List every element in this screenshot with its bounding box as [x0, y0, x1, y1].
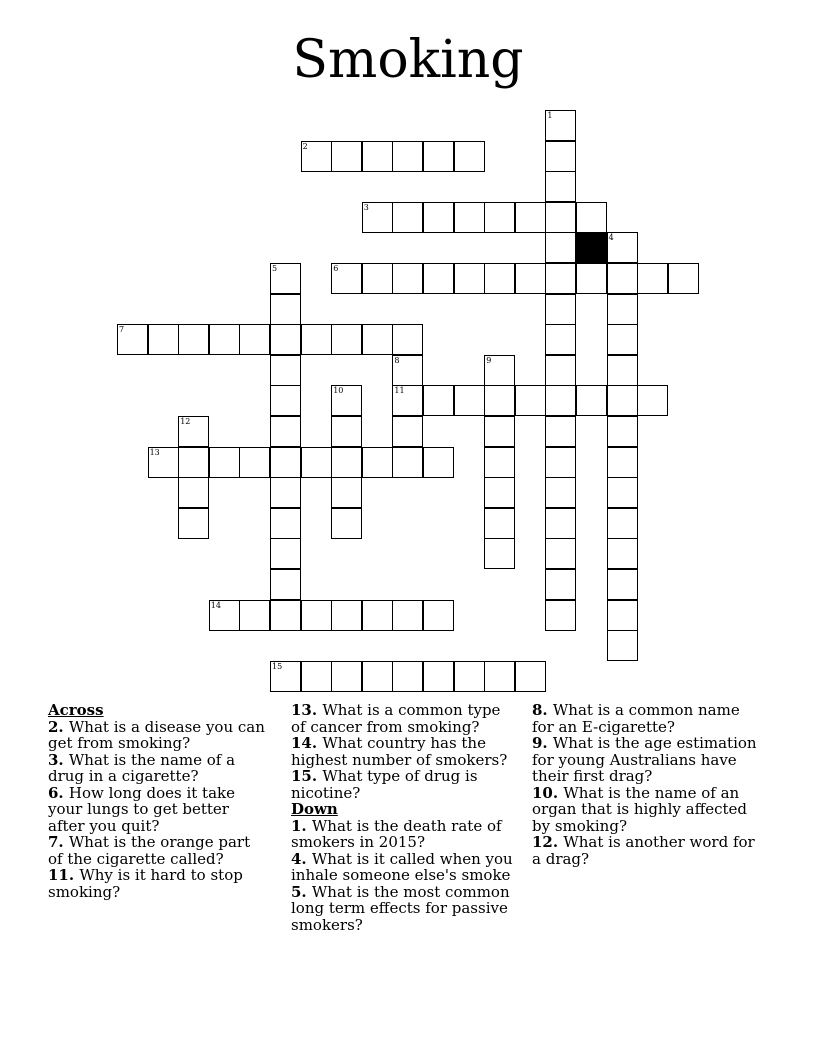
clue-item [291, 768, 516, 801]
clue-text: What is the name of a drug in a cigarette? [48, 750, 236, 785]
grid-cell[interactable] [545, 294, 576, 325]
grid-cell[interactable] [148, 324, 179, 355]
grid-cell[interactable] [331, 447, 362, 478]
clue-item [532, 785, 762, 835]
grid-cell[interactable] [607, 294, 638, 325]
clue-text: What is the age estimation for young Australians have their first drag? [532, 734, 757, 785]
clue-number-label: 12. [532, 833, 564, 851]
grid-cell[interactable] [331, 661, 362, 692]
clue-item [291, 702, 516, 735]
grid-cell[interactable] [607, 538, 638, 569]
grid-cell[interactable] [637, 385, 668, 416]
grid-cell[interactable] [545, 569, 576, 600]
grid-cell[interactable] [423, 600, 454, 631]
grid-cell[interactable] [270, 447, 301, 478]
grid-cell[interactable] [331, 385, 362, 416]
grid-cell[interactable] [239, 324, 270, 355]
grid-cell[interactable] [301, 600, 332, 631]
grid-cell[interactable] [545, 477, 576, 508]
grid-cell[interactable] [484, 538, 515, 569]
clue-number: 13 [149, 447, 160, 457]
grid-cell[interactable] [270, 538, 301, 569]
clue-number: 10 [333, 386, 344, 396]
clue-number: 2 [302, 141, 308, 151]
clue-number: 1 [547, 111, 553, 120]
clue-item [48, 785, 266, 835]
grid-cell[interactable] [331, 477, 362, 508]
clue-number: 11 [394, 386, 405, 396]
clue-number-label: 15. [291, 767, 323, 785]
clue-number: 4 [608, 233, 614, 243]
grid-cell[interactable] [454, 141, 485, 172]
grid-cell[interactable] [331, 416, 362, 447]
grid-cell[interactable] [117, 324, 148, 355]
clue-text: What is the name of an organ that is highly affected by smoking? [532, 783, 748, 835]
clue-number-label: 10. [532, 783, 564, 802]
grid-cell[interactable] [270, 508, 301, 539]
clue-item [291, 851, 516, 884]
grid-cell[interactable] [270, 385, 301, 416]
clue-number-label: 11. [48, 866, 80, 884]
clues-column-2 [291, 702, 516, 933]
grid-cell[interactable] [270, 600, 301, 631]
clues-column-3 [532, 702, 762, 867]
clue-item [532, 834, 762, 867]
page-title: Smoking [292, 30, 524, 90]
clue-number: 12 [180, 417, 191, 426]
clue-text: What is a disease you can get from smoking? [48, 717, 265, 752]
grid-cell[interactable] [545, 202, 576, 233]
grid-cell[interactable] [178, 447, 209, 478]
grid-cell[interactable] [454, 661, 485, 692]
grid-cell[interactable] [423, 385, 454, 416]
grid-cell[interactable] [484, 202, 515, 233]
grid-cell[interactable] [454, 385, 485, 416]
clue-text: What is a common name for an E-cigarette? [532, 701, 740, 736]
clue-text: What is it called when you inhale someone else's smoke [291, 849, 513, 884]
grid-cell[interactable] [178, 508, 209, 539]
grid-cell[interactable] [209, 324, 240, 355]
grid-cell[interactable] [209, 447, 240, 478]
grid-cell[interactable] [515, 202, 546, 233]
across-heading: Across [48, 701, 104, 719]
grid-cell[interactable] [392, 661, 423, 692]
grid-cell[interactable] [484, 385, 515, 416]
grid-cell[interactable] [545, 355, 576, 386]
grid-cell[interactable] [515, 263, 546, 294]
clue-number: 15 [272, 661, 283, 671]
grid-cell[interactable] [178, 324, 209, 355]
grid-cell[interactable] [362, 447, 393, 478]
grid-cell[interactable] [545, 263, 576, 294]
grid-cell[interactable] [545, 232, 576, 263]
grid-cell[interactable] [607, 569, 638, 600]
grid-cell[interactable] [484, 355, 515, 386]
clue-number: 3 [363, 202, 369, 212]
grid-cell[interactable] [270, 477, 301, 508]
grid-cell[interactable] [545, 141, 576, 172]
grid-cell[interactable] [148, 447, 179, 478]
grid-cell[interactable] [515, 661, 546, 692]
grid-cell[interactable] [545, 600, 576, 631]
down-heading: Down [291, 800, 338, 818]
grid-cell[interactable] [270, 416, 301, 447]
grid-cell[interactable] [668, 263, 699, 294]
grid-cell[interactable] [607, 600, 638, 631]
grid-cell[interactable] [545, 416, 576, 447]
grid-cell[interactable] [423, 447, 454, 478]
clue-number-label: 13. [291, 701, 323, 719]
grid-cell[interactable] [545, 447, 576, 478]
clue-number-label: 2. [48, 717, 69, 736]
clues-column-1 [48, 702, 266, 900]
grid-cell[interactable] [362, 263, 393, 294]
grid-cell[interactable] [423, 141, 454, 172]
clue-item [532, 702, 762, 735]
grid-cell[interactable] [362, 141, 393, 172]
grid-cell[interactable] [209, 600, 240, 631]
grid-cell[interactable] [545, 171, 576, 202]
grid-cell[interactable] [515, 385, 546, 416]
grid-cell[interactable] [362, 324, 393, 355]
grid-cell[interactable] [545, 385, 576, 416]
grid-cell[interactable] [545, 324, 576, 355]
clue-number-label: 5. [291, 882, 312, 901]
clue-number-label: 4. [291, 849, 312, 868]
grid-cell[interactable] [392, 447, 423, 478]
grid-cell[interactable] [331, 600, 362, 631]
clue-text: What is the most common long term effects for passive smokers? [291, 882, 510, 934]
grid-cell[interactable] [392, 324, 423, 355]
grid-cell[interactable] [637, 263, 668, 294]
clue-number: 8 [394, 355, 400, 365]
clue-item [48, 867, 266, 900]
grid-cell[interactable] [301, 447, 332, 478]
grid-cell[interactable] [576, 263, 607, 294]
grid-cell[interactable] [423, 202, 454, 233]
grid-cell[interactable] [484, 477, 515, 508]
grid-cell[interactable] [392, 600, 423, 631]
clue-text: What is another word for a drag? [532, 833, 755, 868]
grid-cell[interactable] [392, 416, 423, 447]
grid-cell[interactable] [607, 324, 638, 355]
black-cell [576, 232, 607, 263]
grid-cell[interactable] [454, 263, 485, 294]
grid-cell[interactable] [423, 661, 454, 692]
clue-item [532, 735, 762, 785]
grid-cell[interactable] [576, 202, 607, 233]
clue-text: What is the orange part of the cigarette called? [48, 833, 251, 868]
grid-cell[interactable] [484, 661, 515, 692]
clue-text: What country has the highest number of smokers? [291, 734, 508, 769]
clue-number-label: 1. [291, 816, 312, 835]
grid-cell[interactable] [607, 416, 638, 447]
clue-item [291, 735, 516, 768]
clue-number-label: 14. [291, 734, 323, 752]
clue-number-label: 8. [532, 701, 553, 719]
grid-cell[interactable] [392, 202, 423, 233]
grid-cell[interactable] [607, 232, 638, 263]
clue-number-label: 7. [48, 833, 69, 851]
clue-text: What is the death rate of smokers in 2015? [291, 816, 502, 851]
grid-cell[interactable] [331, 324, 362, 355]
grid-cell[interactable] [178, 416, 209, 447]
clue-number: 5 [272, 264, 278, 273]
grid-cell[interactable] [392, 385, 423, 416]
clue-text: What type of drug is nicotine? [291, 767, 478, 802]
clue-number: 7 [119, 325, 125, 335]
clue-number-label: 3. [48, 750, 69, 769]
grid-cell[interactable] [484, 447, 515, 478]
grid-cell[interactable] [576, 385, 607, 416]
grid-cell[interactable] [484, 416, 515, 447]
grid-cell[interactable] [607, 447, 638, 478]
grid-cell[interactable] [270, 661, 301, 692]
grid-cell[interactable] [545, 508, 576, 539]
grid-cell[interactable] [301, 141, 332, 172]
clue-number-label: 9. [532, 734, 553, 752]
clue-item [291, 818, 516, 851]
grid-cell[interactable] [239, 600, 270, 631]
clue-item [48, 834, 266, 867]
clue-number: 14 [210, 600, 221, 610]
grid-cell[interactable] [270, 263, 301, 294]
grid-cell[interactable] [484, 263, 515, 294]
grid-cell[interactable] [607, 477, 638, 508]
clue-text: What is a common type of cancer from smoking? [291, 701, 501, 736]
grid-cell[interactable] [301, 324, 332, 355]
grid-cell[interactable] [545, 110, 576, 141]
grid-cell[interactable] [270, 324, 301, 355]
grid-cell[interactable] [270, 569, 301, 600]
clue-number: 9 [486, 355, 492, 365]
grid-cell[interactable] [392, 355, 423, 386]
grid-cell[interactable] [392, 263, 423, 294]
grid-cell[interactable] [362, 600, 393, 631]
grid-cell[interactable] [607, 355, 638, 386]
clue-number-label: 6. [48, 783, 69, 802]
clue-item [291, 884, 516, 934]
grid-cell[interactable] [607, 630, 638, 661]
grid-cell[interactable] [607, 263, 638, 294]
grid-cell[interactable] [331, 508, 362, 539]
grid-cell[interactable] [392, 141, 423, 172]
grid-cell[interactable] [454, 202, 485, 233]
grid-cell[interactable] [607, 385, 638, 416]
clue-item [48, 752, 266, 785]
clue-item [48, 719, 266, 752]
grid-cell[interactable] [331, 263, 362, 294]
grid-cell[interactable] [362, 202, 393, 233]
grid-cell[interactable] [331, 141, 362, 172]
grid-cell[interactable] [545, 538, 576, 569]
grid-cell[interactable] [484, 508, 515, 539]
clue-number: 6 [333, 264, 339, 273]
grid-cell[interactable] [301, 661, 332, 692]
grid-cell[interactable] [423, 263, 454, 294]
grid-cell[interactable] [362, 661, 393, 692]
grid-cell[interactable] [607, 508, 638, 539]
clue-text: Why is it hard to stop smoking? [48, 866, 243, 901]
grid-cell[interactable] [270, 355, 301, 386]
grid-cell[interactable] [239, 447, 270, 478]
grid-cell[interactable] [178, 477, 209, 508]
grid-cell[interactable] [270, 294, 301, 325]
clue-text: How long does it take your lungs to get better after you quit? [48, 783, 235, 835]
